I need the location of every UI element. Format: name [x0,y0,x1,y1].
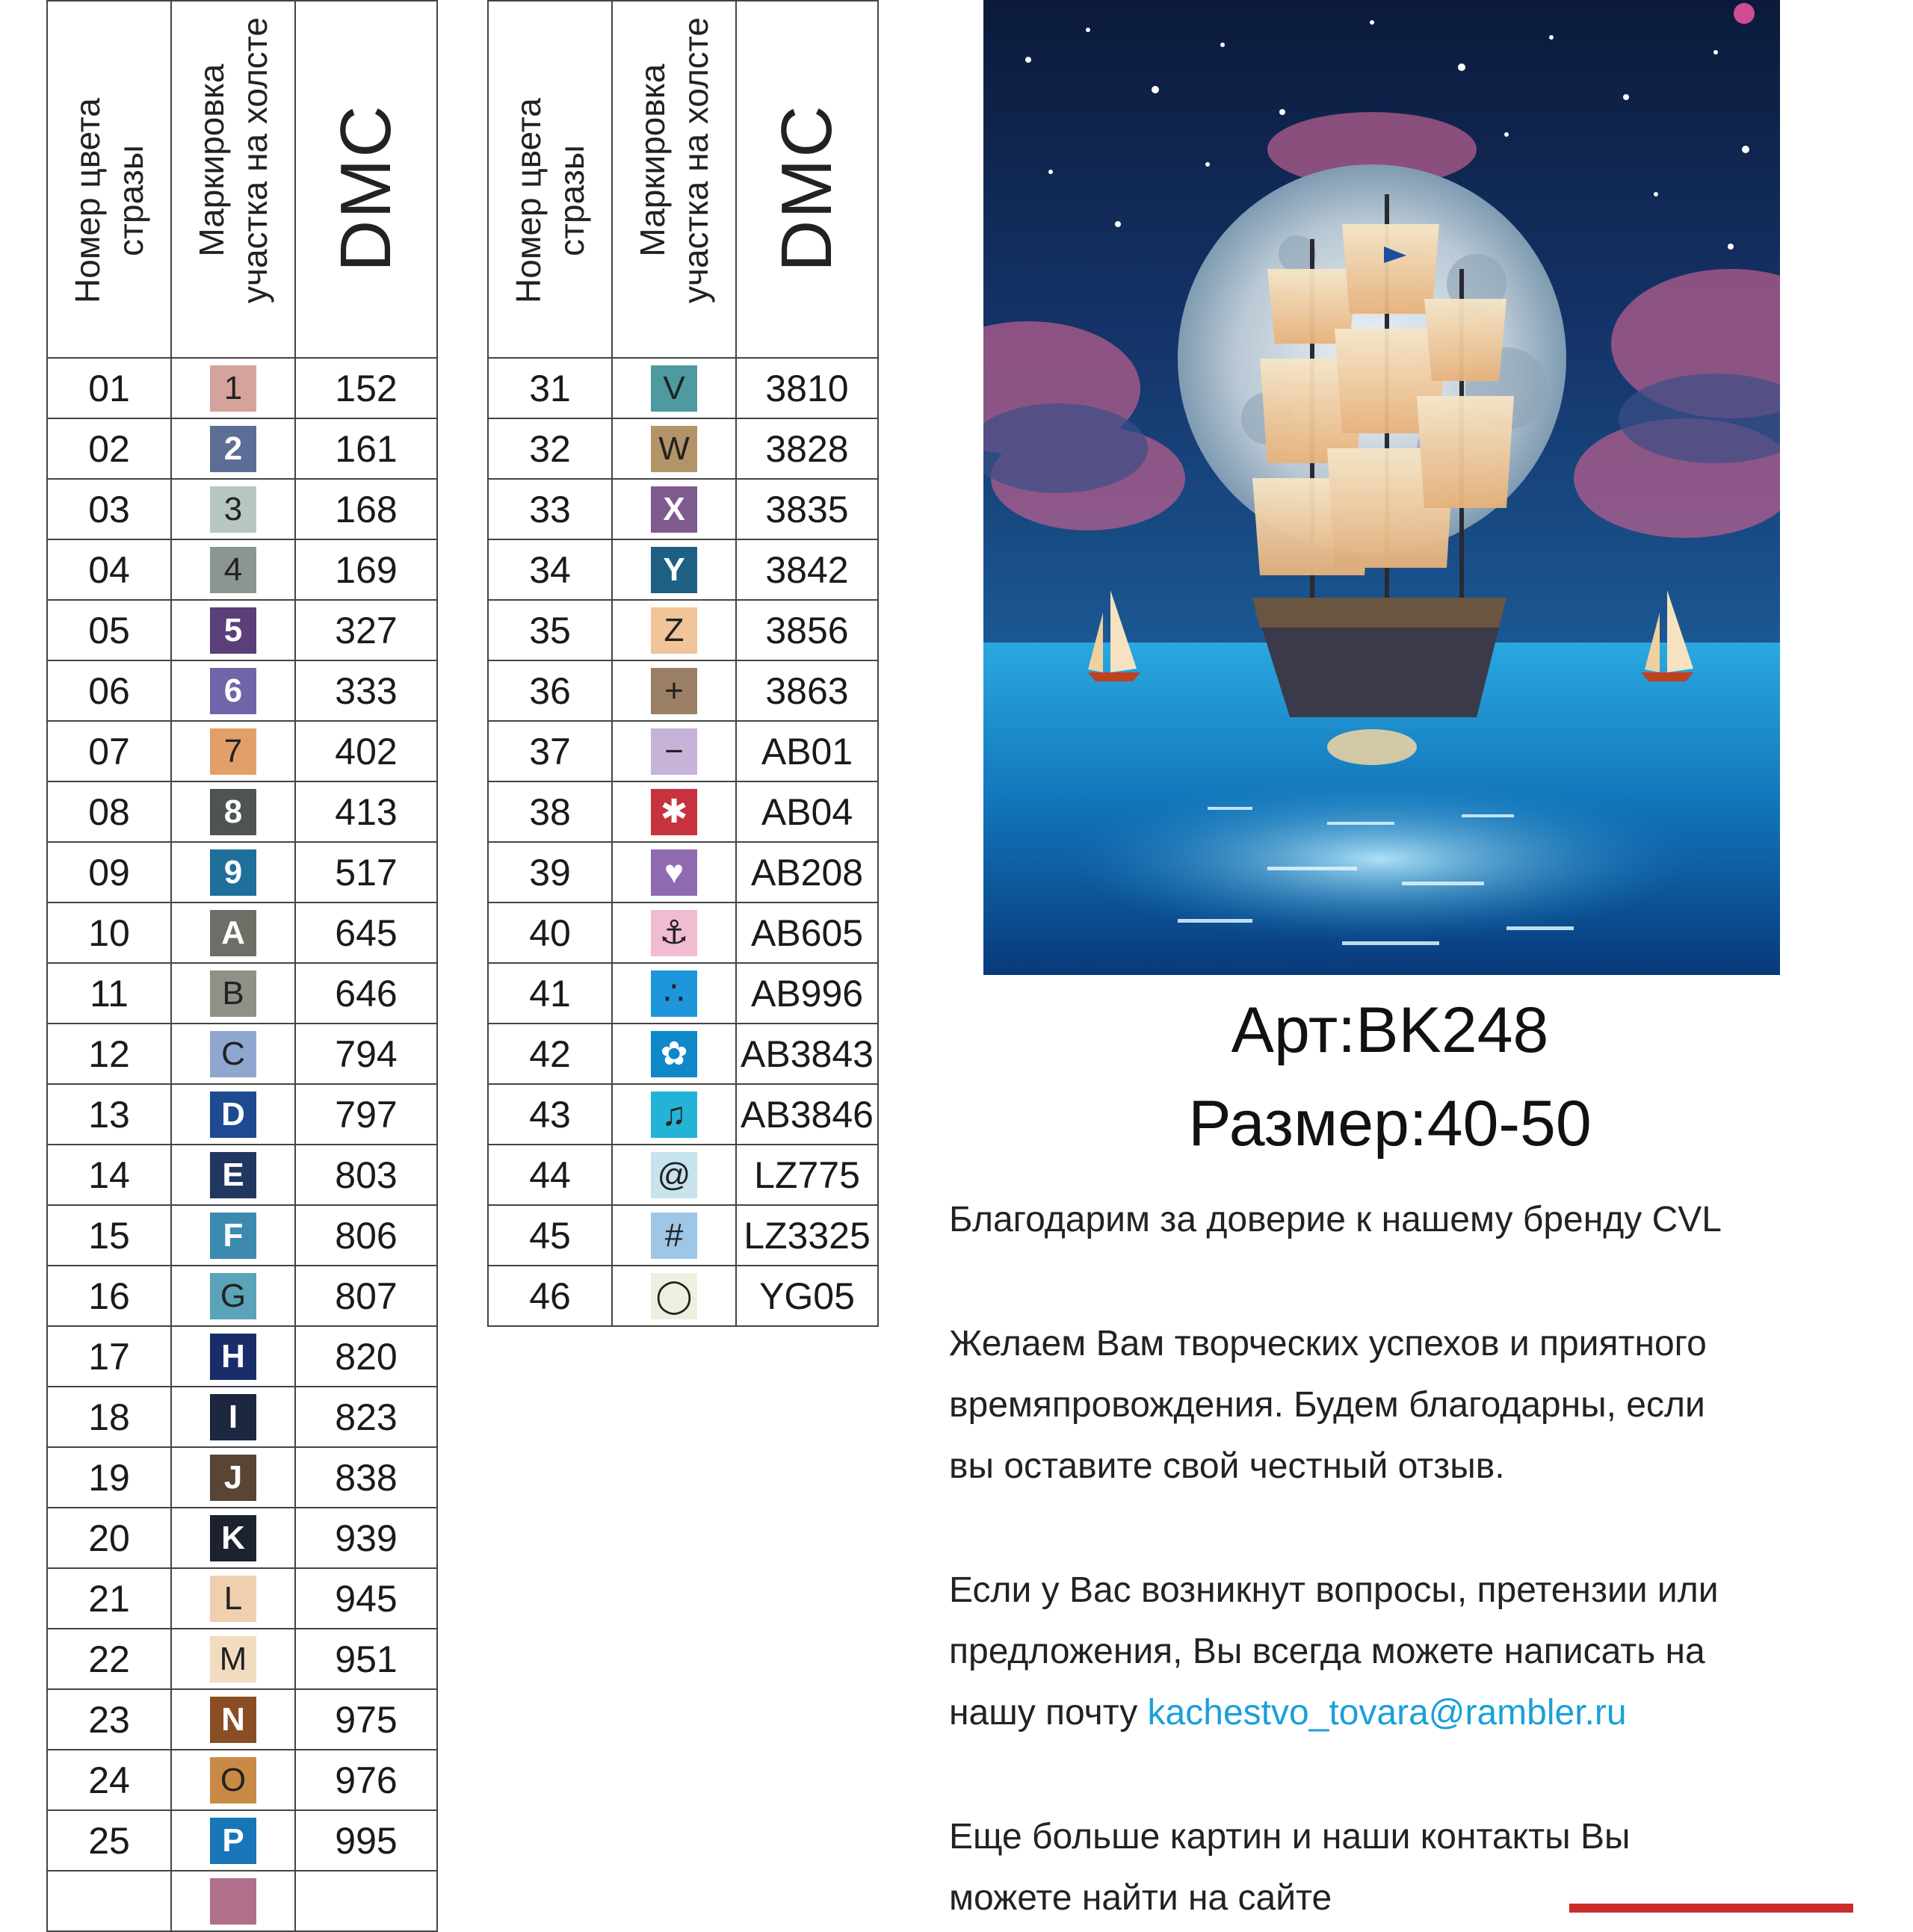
canvas-marking-cell [171,358,295,418]
color-number: 04 [47,539,171,600]
canvas-marking-cell [171,781,295,842]
color-number: 41 [488,963,612,1024]
dmc-code: 168 [295,479,437,539]
legend-row [47,1629,437,1689]
color-number: 11 [47,963,171,1024]
color-swatch: O [210,1757,256,1803]
color-number: 34 [488,539,612,600]
color-swatch: 5 [210,607,256,654]
dmc-code: 939 [295,1508,437,1568]
color-number: 06 [47,660,171,721]
dmc-code: 820 [295,1326,437,1387]
legend-row [47,1084,437,1145]
dmc-code: 803 [295,1145,437,1205]
header-canvas-marking: Маркировка участка на холсте [171,1,295,358]
canvas-marking-cell [612,1084,736,1145]
dmc-code: 646 [295,963,437,1024]
legend-row [47,660,437,721]
color-swatch: ◯ [651,1273,697,1319]
color-number: 35 [488,600,612,660]
legend-row [488,539,878,600]
color-number: 15 [47,1205,171,1266]
color-number: 40 [488,902,612,963]
header-color-number: Номер цвета стразы [47,1,171,358]
color-number: 01 [47,358,171,418]
dmc-code: 951 [295,1629,437,1689]
color-swatch: Y [651,547,697,593]
legend-row [47,721,437,781]
color-number: 31 [488,358,612,418]
dmc-code: AB01 [736,721,878,781]
color-swatch: 7 [210,728,256,775]
color-number: 43 [488,1084,612,1145]
canvas-marking-cell [171,660,295,721]
canvas-marking-cell [171,721,295,781]
dmc-code: 161 [295,418,437,479]
dmc-code: 794 [295,1024,437,1084]
wish-line-3: вы оставите свой честный отзыв. [949,1446,1505,1486]
canvas-marking-cell [171,1810,295,1871]
canvas-marking-cell [171,1205,295,1266]
brand-logo-fragment [1569,1904,1853,1913]
color-swatch: H [210,1334,256,1380]
color-swatch: L [210,1576,256,1622]
color-number: 14 [47,1145,171,1205]
color-number: 38 [488,781,612,842]
color-number: 02 [47,418,171,479]
legend-row [488,1084,878,1145]
color-number: 09 [47,842,171,902]
legend-cell [171,1871,295,1931]
canvas-marking-cell [171,1387,295,1447]
header-dmc: DMC [736,1,878,358]
color-swatch: J [210,1455,256,1501]
color-number: 44 [488,1145,612,1205]
legend-row [488,963,878,1024]
canvas-marking-cell [171,1084,295,1145]
legend-row [47,1750,437,1810]
color-number: 16 [47,1266,171,1326]
color-swatch: B [210,970,256,1017]
canvas-marking-cell [171,963,295,1024]
dmc-code: LZ3325 [736,1205,878,1266]
color-number: 24 [47,1750,171,1810]
dmc-code: 152 [295,358,437,418]
dmc-code: 402 [295,721,437,781]
color-swatch: D [210,1092,256,1138]
contact-prefix: нашу почту [949,1693,1148,1733]
canvas-marking-cell [171,902,295,963]
dmc-code: 413 [295,781,437,842]
wish-line-2: времяпровождения. Будем благодарны, если [949,1385,1705,1425]
color-swatch [210,1878,256,1925]
contact-line-2: предложения, Вы всегда можете написать на [949,1632,1705,1671]
dmc-code: 327 [295,600,437,660]
color-swatch: 4 [210,547,256,593]
legend-row [488,1266,878,1326]
canvas-marking-cell [171,1326,295,1387]
color-swatch: ✱ [651,789,697,835]
canvas-marking-cell [612,842,736,902]
color-number: 03 [47,479,171,539]
dmc-code: 823 [295,1387,437,1447]
legend-row [488,660,878,721]
color-number: 46 [488,1266,612,1326]
dmc-code: 3828 [736,418,878,479]
legend-row [47,1387,437,1447]
color-swatch: W [651,426,697,472]
canvas-marking-cell [171,418,295,479]
wish-text [949,1313,1831,1497]
color-swatch: @ [651,1152,697,1198]
canvas-marking-cell [171,1568,295,1629]
legend-row [47,963,437,1024]
canvas-marking-cell [171,1024,295,1084]
legend-row [488,600,878,660]
legend-row [47,842,437,902]
dmc-code: 975 [295,1689,437,1750]
color-swatch: 3 [210,486,256,533]
canvas-marking-cell [171,842,295,902]
color-swatch: # [651,1213,697,1259]
color-legend-right [487,0,879,1327]
legend-row [47,539,437,600]
color-swatch: G [210,1273,256,1319]
legend-row [47,1266,437,1326]
canvas-marking-cell [612,660,736,721]
canvas-marking-cell [171,1629,295,1689]
legend-row [47,418,437,479]
dmc-code: 3835 [736,479,878,539]
color-swatch: ♥ [651,849,697,896]
legend-row-partial [47,1871,437,1931]
color-swatch: ♫ [651,1092,697,1138]
canvas-marking-cell [612,1266,736,1326]
legend-row [47,1508,437,1568]
canvas-marking-cell [612,902,736,963]
dmc-code: 995 [295,1810,437,1871]
thanks-text: Благодарим за доверие к нашему бренду CVL [949,1200,1722,1239]
canvas-marking-cell [612,1145,736,1205]
color-swatch: − [651,728,697,775]
legend-row [47,479,437,539]
color-number: 23 [47,1689,171,1750]
more-line-1: Еще больше картин и наши контакты Вы [949,1817,1631,1857]
color-number: 45 [488,1205,612,1266]
canvas-marking-cell [171,1145,295,1205]
dmc-code: 806 [295,1205,437,1266]
color-number: 25 [47,1810,171,1871]
legend-row [47,1205,437,1266]
color-swatch: 1 [210,365,256,412]
wish-line-1: Желаем Вам творческих успехов и приятного [949,1324,1707,1363]
legend-row [488,842,878,902]
canvas-marking-cell [612,358,736,418]
legend-cell [295,1871,437,1931]
legend-row [488,902,878,963]
header-color-number: Номер цвета стразы [488,1,612,358]
legend-row [47,781,437,842]
contact-line-3 [949,1682,1831,1744]
color-number: 07 [47,721,171,781]
legend-row [488,1205,878,1266]
size-label: Размер:40-50 [1188,1088,1592,1159]
canvas-marking-cell [612,1024,736,1084]
dmc-code: 807 [295,1266,437,1326]
color-number: 10 [47,902,171,963]
canvas-marking-cell [171,1508,295,1568]
canvas-marking-cell [171,539,295,600]
dmc-code: 838 [295,1447,437,1508]
legend-row [47,1568,437,1629]
contact-line-1: Если у Вас возникнут вопросы, претензии или [949,1570,1719,1610]
color-swatch: F [210,1213,256,1259]
color-number: 18 [47,1387,171,1447]
legend-cell [47,1871,171,1931]
canvas-marking-cell [171,479,295,539]
color-swatch: P [210,1818,256,1864]
canvas-marking-cell [171,1750,295,1810]
color-swatch: 2 [210,426,256,472]
dmc-code: 333 [295,660,437,721]
article-number: Арт:BK248 [1231,994,1549,1066]
legend-row [47,1145,437,1205]
canvas-marking-cell [612,479,736,539]
email-link[interactable]: kachestvo_tovara@rambler.ru [1147,1693,1627,1733]
canvas-marking-cell [612,600,736,660]
header-dmc: DMC [295,1,437,358]
color-number: 08 [47,781,171,842]
legend-row [47,358,437,418]
dmc-code: AB04 [736,781,878,842]
dmc-code: 797 [295,1084,437,1145]
canvas-marking-cell [612,721,736,781]
color-legend-left [46,0,438,1932]
dmc-code: 517 [295,842,437,902]
color-swatch: 6 [210,668,256,714]
canvas-marking-cell [171,1447,295,1508]
canvas-marking-cell [171,600,295,660]
color-swatch: ⚓ [651,910,697,956]
color-number: 33 [488,479,612,539]
color-swatch: 9 [210,849,256,896]
color-swatch: 8 [210,789,256,835]
dmc-code: AB208 [736,842,878,902]
dmc-code: LZ775 [736,1145,878,1205]
color-number: 13 [47,1084,171,1145]
color-number: 17 [47,1326,171,1387]
legend-row [47,600,437,660]
color-number: 20 [47,1508,171,1568]
legend-row [47,1810,437,1871]
legend-row [488,479,878,539]
color-swatch: X [651,486,697,533]
dmc-code: AB3846 [736,1084,878,1145]
color-swatch: ✿ [651,1031,697,1077]
header-canvas-marking: Маркировка участка на холсте [612,1,736,358]
legend-row [488,1024,878,1084]
color-swatch: I [210,1394,256,1440]
legend-header-row [47,1,437,358]
color-swatch: K [210,1515,256,1561]
canvas-marking-cell [171,1266,295,1326]
color-swatch: E [210,1152,256,1198]
ship-moon-painting-icon [983,0,1780,975]
dmc-code: 3842 [736,539,878,600]
contact-text [949,1560,1831,1744]
legend-row [488,721,878,781]
color-number: 39 [488,842,612,902]
legend-row [47,1326,437,1387]
color-number: 32 [488,418,612,479]
color-swatch: C [210,1031,256,1077]
dmc-code: AB996 [736,963,878,1024]
legend-row [488,358,878,418]
canvas-marking-cell [612,1205,736,1266]
color-number: 22 [47,1629,171,1689]
legend-header-row [488,1,878,358]
dmc-code: 169 [295,539,437,600]
legend-row [488,1145,878,1205]
color-swatch: Z [651,607,697,654]
legend-row [47,902,437,963]
dmc-code: 645 [295,902,437,963]
color-number: 37 [488,721,612,781]
color-swatch: N [210,1697,256,1743]
dmc-code: 945 [295,1568,437,1629]
color-number: 36 [488,660,612,721]
more-line-2: можете найти на сайте [949,1878,1332,1918]
legend-row [488,418,878,479]
canvas-marking-cell [612,418,736,479]
color-number: 12 [47,1024,171,1084]
canvas-marking-cell [612,963,736,1024]
ship-moon-painting [983,0,1780,975]
dmc-code: 976 [295,1750,437,1810]
color-swatch: M [210,1636,256,1682]
legend-row [488,781,878,842]
legend-row [47,1447,437,1508]
color-number: 19 [47,1447,171,1508]
dmc-code: 3863 [736,660,878,721]
dmc-code: 3856 [736,600,878,660]
color-swatch: ∴ [651,970,697,1017]
color-swatch: + [651,668,697,714]
canvas-marking-cell [612,781,736,842]
dmc-code: 3810 [736,358,878,418]
dmc-code: YG05 [736,1266,878,1326]
legend-row [47,1689,437,1750]
color-swatch: A [210,910,256,956]
canvas-marking-cell [171,1689,295,1750]
legend-row [47,1024,437,1084]
color-number: 21 [47,1568,171,1629]
color-swatch: V [651,365,697,412]
color-number: 05 [47,600,171,660]
dmc-code: AB3843 [736,1024,878,1084]
color-number: 42 [488,1024,612,1084]
dmc-code: AB605 [736,902,878,963]
canvas-marking-cell [612,539,736,600]
